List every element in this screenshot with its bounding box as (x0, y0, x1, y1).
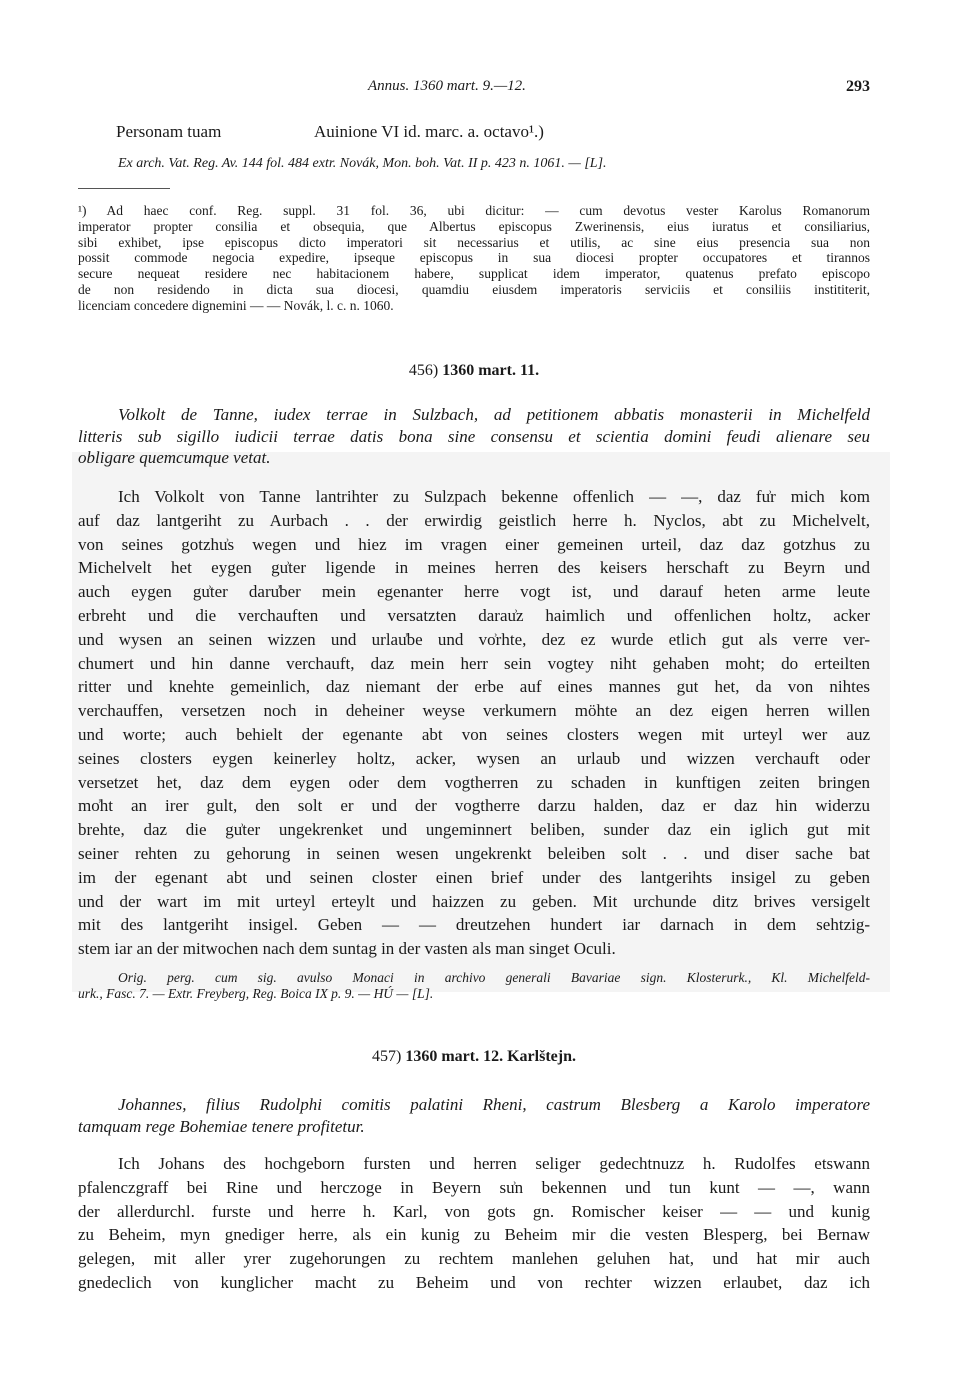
text-line: erbreht und die verchauften und versatzten darau͗z haimlich und offenlichen holtz, acker (78, 605, 870, 625)
top-entry-incipit-row (78, 122, 870, 146)
text-line: Ich Volkolt von Tanne lantrihter zu Sulzpach bekenne offenlich — —, daz fu͗r mich kom (118, 487, 870, 506)
abstract-line: tamquam rege Bohemiae tenere profitetur. (78, 1116, 365, 1136)
entry-457-date: 1360 mart. 12. (405, 1048, 504, 1065)
text-line: gelegen, mit aller yrer zugehorungen zu rechtem manlehen geluhen hat, und hat mir auch (78, 1249, 870, 1269)
text-line: und wysen an seinen wizzen und urlau͗be und vo͗rhte, dez ez wurde etlich gut als verre ver- (78, 629, 870, 649)
text-line: Michelvelt het eygen gu͗ter ligende in meines herren des keisers herschaft zu Beyrn und (78, 558, 870, 578)
text-line: mit des lantgeriht insigel. Geben — — dreutzehen hundert iar darnach in dem sehtzig- (78, 915, 870, 935)
source-line: urk., Fasc. 7. — Extr. Freyberg, Reg. Boica IX p. 9. — HÚ — [L]. (78, 986, 434, 1001)
text-line: Ich Johans des hochgeborn fursten und herren seliger gedechtnuzz h. Rudolfes etswann (118, 1154, 870, 1173)
entry-457-number: 457) (372, 1048, 402, 1065)
source-line: Orig. perg. cum sig. avulso Monaci in archivo generali Bavariae sign. Klosterurk., Kl. Michelfeld- (118, 970, 870, 985)
abstract-line: litteris sub sigillo iudicii terrae datis bona sine consensu et scientia domini feudi alienare seu (78, 426, 870, 446)
entry-456-number: 456) (408, 362, 439, 379)
text-line: brehte, daz die gu͗ter ungekrenket und ungeminnert beliben, sunder daz ein iglich gut mit (78, 820, 870, 840)
text-line: auf daz lantgeriht zu Aurbach . . der erwirdig geistlich herre h. Nyclos, abt zu Michelvelt, (78, 510, 870, 530)
text-line: chumert und hin danne verchauft, daz mein herr sein vogtey niht gehaben moht; do erteilten (78, 653, 870, 673)
entry-456-abstract (78, 404, 870, 469)
text-line: seines closters eygen keinerley holtz, acker, wysen an urlaub und wizzen verchauft oder (78, 748, 870, 768)
footnote-line: licenciam concedere dignemini — — Novák, l. c. n. 1060. (78, 297, 394, 313)
footnote-line: ¹) Ad haec conf. Reg. suppl. 31 fol. 36, ubi dicitur: — cum devotus vester Karolus Romanorum (78, 203, 870, 218)
running-title: Annus. 1360 mart. 9.—12. (368, 78, 526, 94)
entry-457-place: Karlštejn. (507, 1048, 576, 1065)
text-line: seiner rehten zu gehorung in seinen wesen ungekrenkt beleiben solt . . und diser sache bat (78, 843, 870, 863)
document-page (78, 0, 870, 1390)
footnote-line: secure nequeat residere nec habitacionem habere, supplicat idem imperator, quatenus prefato episcopo (78, 266, 870, 282)
entry-456-source (78, 970, 870, 1002)
entry-456-date: 1360 mart. 11. (442, 362, 540, 379)
text-line: und worte; auch behielt der egenante abt von seines closters wegen mit urteyl wer auz (78, 724, 870, 744)
top-entry-incipit: Personam tuam (116, 122, 222, 141)
text-line: auch eygen gu͗ter daru͗ber mein egenanter herre vogt ist, und darauf heten arme leute (78, 582, 870, 602)
text-line: verchauffen, versetzen noch in deheiner weyse verkumern möhte an dez eigen herren willen (78, 701, 870, 721)
abstract-line: Johannes, filius Rudolphi comitis palatini Rheni, castrum Blesberg a Karolo imperatore (118, 1095, 870, 1114)
text-line: im der egenant abt und seinen closter einen brief under des lantgerihts insigel zu geben (78, 867, 870, 887)
footnote (78, 203, 870, 314)
footnote-line: possit commode negocia expedire, ipseque episcopus in sua diocesi propter occupatores et tirannos (78, 250, 870, 266)
text-line: und der wart im mit urteyl erteylt und haizzen zu geben. Mit urchunde ditz brives versigelt (78, 891, 870, 911)
entry-456-text (78, 485, 870, 961)
abstract-line: Volkolt de Tanne, iudex terrae in Sulzbach, ad petitionem abbatis monasterii in Michelfeld (118, 405, 870, 424)
abstract-line: obligare quemcumque vetat. (78, 448, 271, 467)
top-entry-source: Ex arch. Vat. Reg. Av. 144 fol. 484 extr. Novák, Mon. boh. Vat. II p. 423 n. 1061. — [L]. (118, 156, 607, 171)
footnote-rule (78, 188, 170, 189)
text-line: zu Beheim, myn gnediger herre, als ein kunig zu Beheim mir die vesten Blesperg, bei Bernaw (78, 1225, 870, 1245)
footnote-line: de non residendo in dicta sua diocesi, quamdiu eiusdem imperatoris serviciis et consiliis instititerit, (78, 281, 870, 297)
page-header (78, 78, 870, 102)
text-line: gnedeclich von kunglicher macht zu Beheim und von rechter wizzen erlaubet, daz ich (78, 1272, 870, 1292)
text-line: stem iar an der mitwochen nach dem suntag in der vasten als man singet Oculi. (78, 939, 616, 959)
text-line: pfalenczgraff bei Rine und herczoge in Beyern su͗n bekennen und tun kunt — —, wann (78, 1177, 870, 1197)
entry-457-abstract (78, 1094, 870, 1137)
entry-457-text (78, 1152, 870, 1295)
entry-456-heading (78, 362, 870, 380)
text-line: mo͗ht an irer gult, den solt er und der vogtherre darzu halden, daz er daz hin widerzu (78, 796, 870, 816)
footnote-line: sibi exhibet, ipse episcopus dicto imperatori sit necessarius et utilis, ac sine eius presencia sua non (78, 234, 870, 250)
top-entry-dating: Auinione VI id. marc. a. octavo¹.) (314, 122, 544, 141)
text-line: der allerdurchl. furste und herre h. Karl, von gots gn. Romischer keiser — — und kunig (78, 1201, 870, 1221)
entry-457-heading (78, 1048, 870, 1066)
page-number: 293 (846, 78, 870, 95)
text-line: von seines gotzhu͗s wegen und hiez im vragen einer gemeinen urteil, daz daz gotzhus zu (78, 534, 870, 554)
footnote-line: imperator propter consilia et obsequia, que Albertus episcopus Zwerinensis, eius iuratus et consiliarius, (78, 218, 870, 234)
text-line: versetzet het, daz dem eygen oder dem vogtherren zu schaden in kunftigen zeiten bringen (78, 772, 870, 792)
text-line: ritter und knehte gemeinlich, daz niemant der erbe auf eines mannes gut het, da von nihtes (78, 677, 870, 697)
